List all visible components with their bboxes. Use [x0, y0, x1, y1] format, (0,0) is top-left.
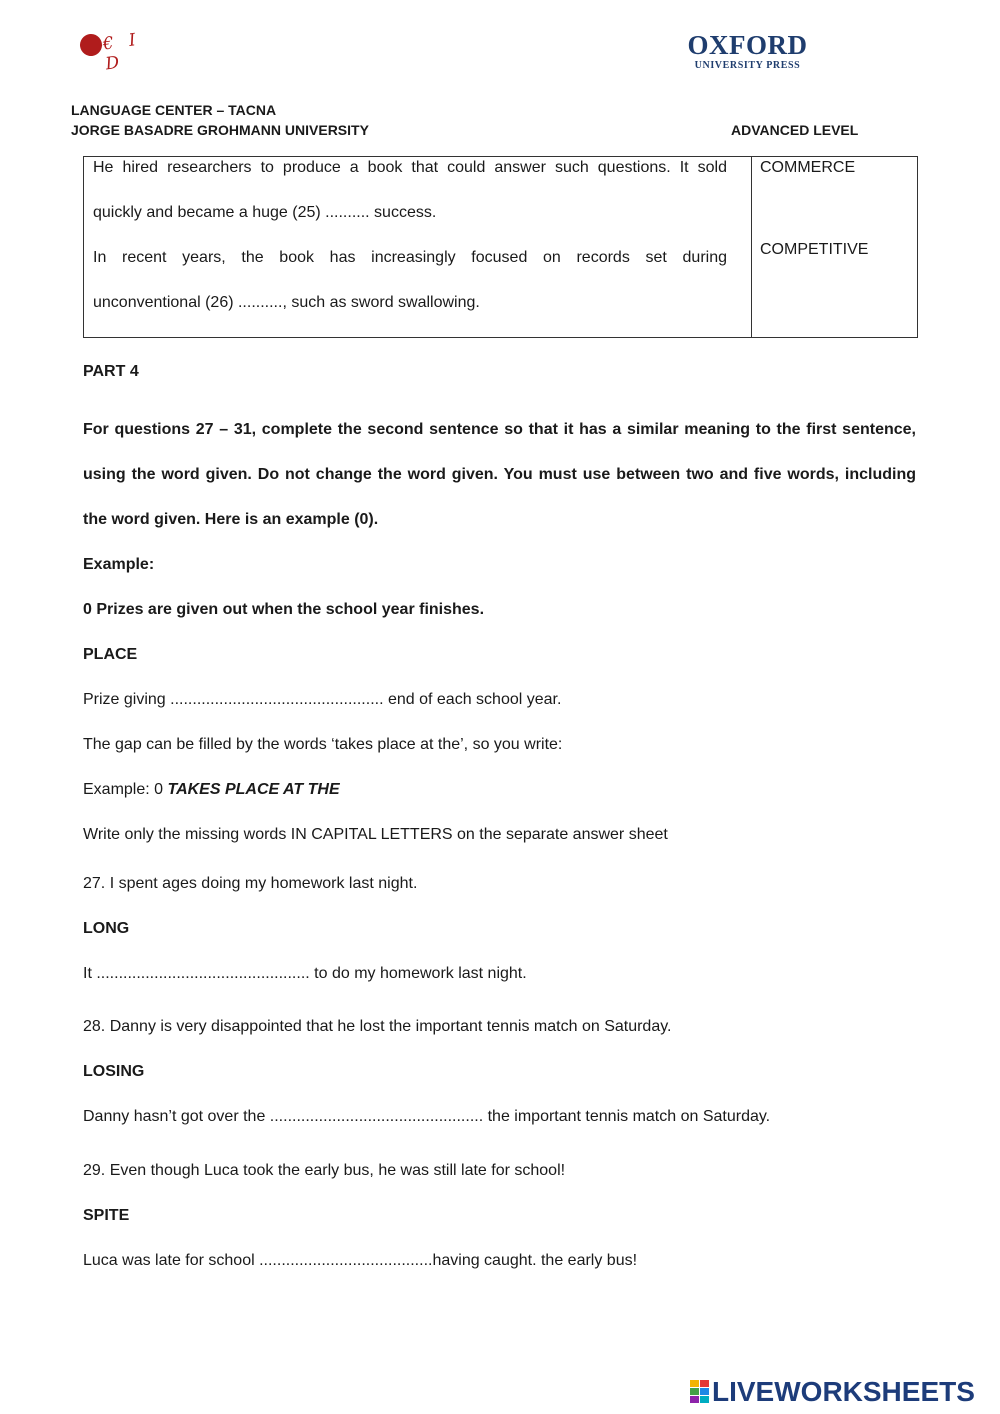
passage-line-4: unconventional (26) .........., such as sword swallowing.: [93, 294, 480, 311]
example-keyword: PLACE: [83, 646, 138, 663]
instructions-line-1: For questions 27 – 31, complete the second sentence so that it has a similar meaning to the first sentence,: [83, 421, 916, 438]
example-answer-text: TAKES PLACE AT THE: [167, 781, 340, 798]
question-28-gap[interactable]: Danny hasn’t got over the ................................................ the important tennis match on Saturday.: [83, 1108, 771, 1125]
question-28-sentence: 28. Danny is very disappointed that he lost the important tennis match on Saturday.: [83, 1018, 672, 1035]
oxford-logo-name: OXFORD: [687, 30, 808, 60]
example-sentence: 0 Prizes are given out when the school year finishes.: [83, 601, 485, 618]
word-option-competitive: COMPETITIVE: [760, 241, 869, 258]
question-27-gap[interactable]: It ................................................ to do my homework last night.: [83, 965, 527, 982]
example-label: Example:: [83, 556, 155, 573]
instructions-line-3: the word given. Here is an example (0).: [83, 511, 379, 528]
liveworksheets-logo[interactable]: [690, 1376, 990, 1410]
ceid-logo-text: € I D: [101, 29, 142, 75]
passage-line-1: He hired researchers to produce a book that could answer such questions. It sold: [93, 159, 727, 176]
part4-title: PART 4: [83, 363, 139, 380]
question-27-keyword: LONG: [83, 920, 130, 937]
liveworksheets-logo-icon: [690, 1380, 710, 1404]
passage-line-2: quickly and became a huge (25) .......... success.: [93, 204, 437, 221]
table-divider: [751, 157, 752, 337]
question-28-keyword: LOSING: [83, 1063, 145, 1080]
example-answer-prefix: Example: 0: [83, 781, 168, 798]
oxford-logo-subtitle: UNIVERSITY PRESS: [694, 60, 801, 71]
instructions-line-2: using the word given. Do not change the word given. You must use between two and five words, including: [83, 466, 916, 483]
question-29-sentence: 29. Even though Luca took the early bus, he was still late for school!: [83, 1162, 566, 1179]
ceid-logo-mark: [78, 32, 103, 57]
write-note: Write only the missing words IN CAPITAL LETTERS on the separate answer sheet: [83, 826, 668, 843]
header-level: ADVANCED LEVEL: [731, 122, 859, 138]
example-note: The gap can be filled by the words ‘takes place at the’, so you write:: [83, 736, 563, 753]
header-university: JORGE BASADRE GROHMANN UNIVERSITY: [71, 122, 369, 138]
oxford-logo: [680, 30, 815, 72]
ceid-logo: [80, 28, 170, 75]
passage-line-3: In recent years, the book has increasingly focused on records set during: [93, 249, 727, 266]
question-29-keyword: SPITE: [83, 1207, 130, 1224]
passage-table: [83, 156, 918, 338]
question-27-sentence: 27. I spent ages doing my homework last night.: [83, 875, 418, 892]
liveworksheets-logo-text: LIVEWORKSHEETS: [712, 1376, 975, 1407]
word-option-commerce: COMMERCE: [760, 159, 856, 176]
example-gap-sentence: Prize giving ................................................ end of each school year.: [83, 691, 562, 708]
example-answer: [83, 781, 340, 799]
header-language-center: LANGUAGE CENTER – TACNA: [71, 102, 277, 118]
question-29-gap[interactable]: Luca was late for school .......................................having caught. the early bus!: [83, 1252, 638, 1269]
